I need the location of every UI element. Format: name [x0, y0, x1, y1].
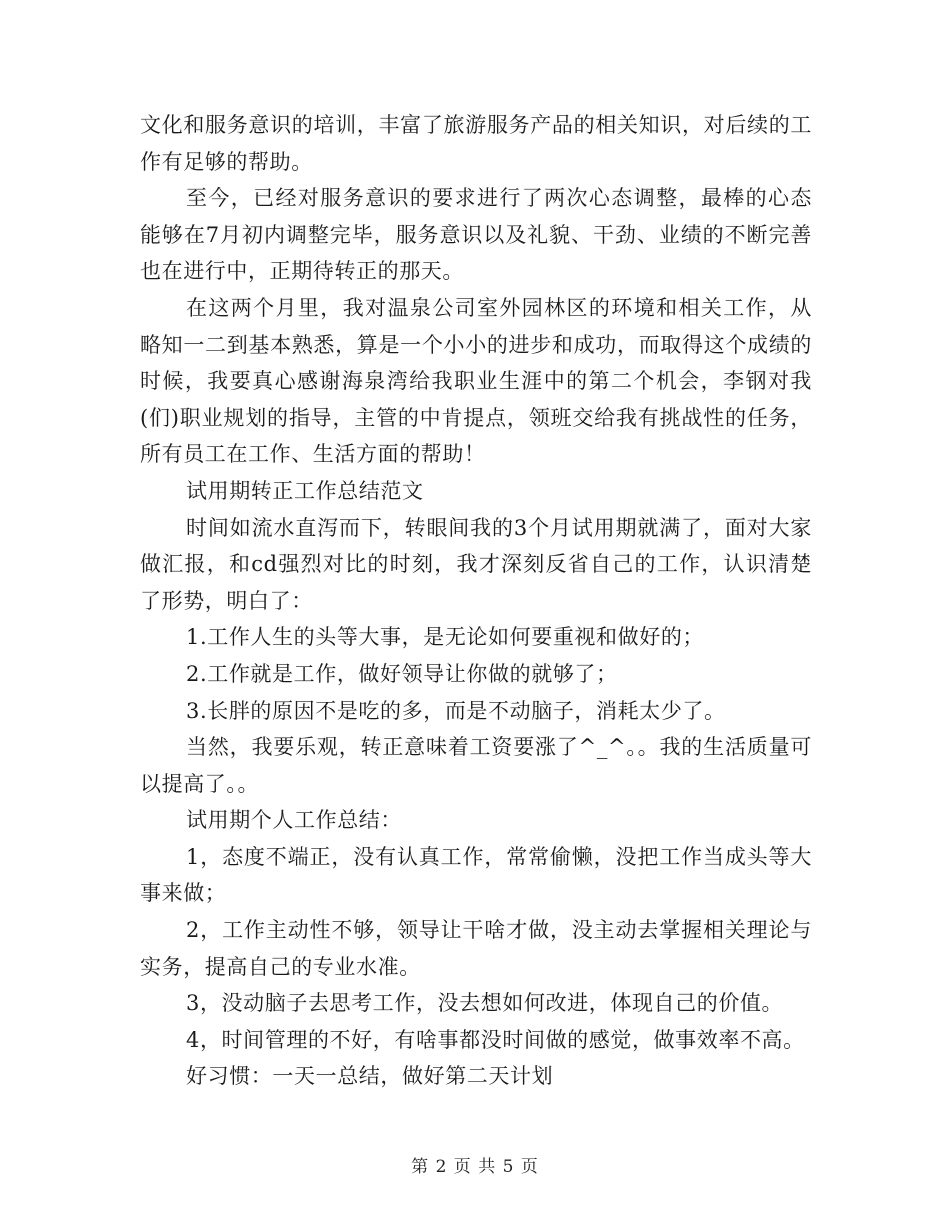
section-heading-summary-sample: 试用期转正工作总结范文	[186, 478, 424, 503]
list-item-1: 1.工作人生的头等大事，是无论如何要重视和做好的；	[186, 625, 705, 650]
document-body	[140, 107, 812, 1095]
summary-item-4: 4，时间管理的不好，有啥事都没时间做的感觉，做事效率不高。	[186, 1027, 805, 1052]
section-heading-personal-summary: 试用期个人工作总结：	[186, 808, 402, 833]
paragraph-2: 至今，已经对服务意识的要求进行了两次心态调整，最棒的心态能够在7月初内调整完毕，服务意识以及礼貌、干劲、业绩的不断完善也在进行中，正期待转正的那天。	[140, 186, 812, 284]
list-item-2: 2.工作就是工作，做好领导让你做的就够了；	[186, 661, 618, 686]
paragraph-1: 文化和服务意识的培训，丰富了旅游服务产品的相关知识，对后续的工作有足够的帮助。	[140, 113, 812, 174]
list-item-3: 3.长胖的原因不是吃的多，而是不动脑子，消耗太少了。	[186, 698, 726, 723]
page-number-footer: 第 2 页 共 5 页	[411, 1157, 539, 1177]
paragraph-3: 在这两个月里，我对温泉公司室外园林区的环境和相关工作，从略知一二到基本熟悉，算是一个小小的进步和成功，而取得这个成绩的时候，我要真心感谢海泉湾给我职业生涯中的第二个机会，李钢对我(们)职业规划的指导，主管的中肯提点，领班交给我有挑战性的任务，所有员工在工作、生活方面的帮助！	[140, 295, 812, 467]
paragraph-5: 时间如流水直泻而下，转眼间我的3个月试用期就满了，面对大家做汇报，和cd强烈对比的时刻，我才深刻反省自己的工作，认识清楚了形势，明白了：	[140, 515, 812, 613]
good-habit-line: 好习惯：一天一总结，做好第二天计划	[186, 1064, 554, 1089]
summary-item-1: 1，态度不端正，没有认真工作，常常偷懒，没把工作当成头等大事来做；	[140, 844, 812, 906]
summary-item-3: 3，没动脑子去思考工作，没去想如何改进，体现自己的价值。	[186, 991, 784, 1016]
summary-item-2: 2，工作主动性不够，领导让干啥才做，没主动去掌握相关理论与实务，提高自己的专业水准。	[140, 918, 812, 979]
paragraph-9: 当然，我要乐观，转正意味着工资要涨了^_^。。我的生活质量可以提高了。。	[140, 735, 812, 796]
